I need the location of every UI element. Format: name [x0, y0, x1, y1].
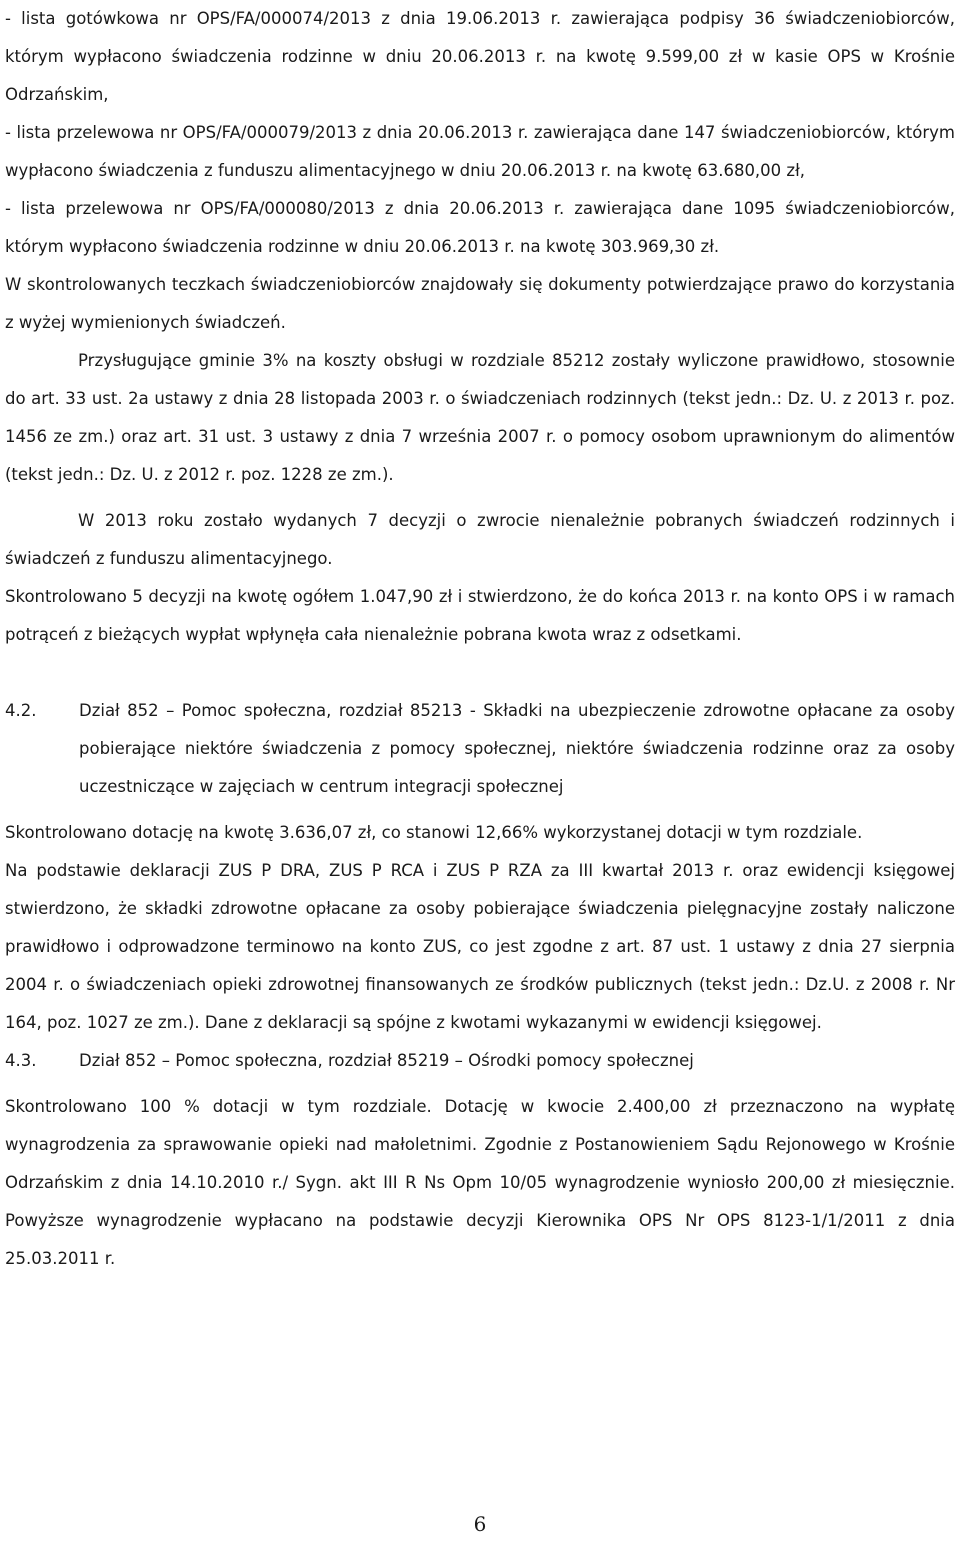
section-title: Dział 852 – Pomoc społeczna, rozdział 85213 - Składki na ubezpieczenie zdrowotne opłacane za osoby pobierające niektóre świadczenia z pomocy społecznej, niektóre świadczenia rodzinne oraz za osoby uczestniczące w zajęciach w centrum integracji społecznej	[79, 701, 955, 796]
document-page	[5, 0, 955, 1278]
paragraph-checked-decisions: Skontrolowano 5 decyzji na kwotę ogółem 1.047,90 zł i stwierdzono, że do końca 2013 r. na konto OPS i w ramach potrąceń z bieżących wypłat wpłynęła cała nienależnie pobrana kwota wraz z odsetkami.	[5, 587, 955, 644]
paragraph-guardian-remuneration: Skontrolowano 100 % dotacji w tym rozdziale. Dotację w kwocie 2.400,00 zł przeznaczono na wypłatę wynagrodzenia za sprawowanie opieki nad małoletnimi. Zgodnie z Postanowieniem Sądu Rejonowego w Krośnie Odrzańskim z dnia 14.10.2010 r./ Sygn. akt III R Ns Opm 10/05 wynagrodzenie wyniosło 200,00 zł miesięcznie. Powyższe wynagrodzenie wypłacano na podstawie decyzji Kierownika OPS Nr OPS 8123-1/1/2011 z dnia 25.03.2011 r.	[5, 1097, 955, 1268]
section-number: 4.2.	[5, 701, 37, 720]
paragraph-grant-checked: Skontrolowano dotację na kwotę 3.636,07 zł, co stanowi 12,66% wykorzystanej dotacji w tym rozdziale.	[5, 823, 863, 842]
paragraph-transfer-list-80: - lista przelewowa nr OPS/FA/000080/2013 z dnia 20.06.2013 r. zawierająca dane 1095 świadczeniobiorców, którym wypłacono świadczenia rodzinne w dniu 20.06.2013 r. na kwotę 303.969,30 zł.	[5, 199, 955, 256]
page-number: 6	[473, 1512, 487, 1536]
paragraph-transfer-list-79: - lista przelewowa nr OPS/FA/000079/2013 z dnia 20.06.2013 r. zawierająca dane 147 świadczeniobiorców, którym wypłacono świadczenia z funduszu alimentacyjnego w dniu 20.06.2013 r. na kwotę 63.680,00 zł,	[5, 123, 955, 180]
section-number: 4.3.	[5, 1051, 37, 1070]
section-heading-4-2	[5, 692, 955, 806]
paragraph-refund-decisions: W 2013 roku zostało wydanych 7 decyzji o zwrocie nienależnie pobranych świadczeń rodzinnych i świadczeń z funduszu alimentacyjnego.	[5, 511, 955, 568]
paragraph-beneficiary-files: W skontrolowanych teczkach świadczeniobiorców znajdowały się dokumenty potwierdzające prawo do korzystania z wyżej wymienionych świadczeń.	[5, 275, 955, 332]
section-title: Dział 852 – Pomoc społeczna, rozdział 85219 – Ośrodki pomocy społecznej	[79, 1051, 694, 1070]
paragraph-service-costs: Przysługujące gminie 3% na koszty obsługi w rozdziale 85212 zostały wyliczone prawidłowo, stosownie do art. 33 ust. 2a ustawy z dnia 28 listopada 2003 r. o świadczeniach rodzinnych (tekst jedn.: Dz. U. z 2013 r. poz. 1456 ze zm.) oraz art. 31 ust. 3 ustawy z dnia 7 września 2007 r. o pomocy osobom uprawnionym do alimentów (tekst jedn.: Dz. U. z 2012 r. poz. 1228 ze zm.).	[5, 351, 955, 484]
paragraph-cash-list: - lista gotówkowa nr OPS/FA/000074/2013 z dnia 19.06.2013 r. zawierająca podpisy 36 świadczeniobiorców, którym wypłacono świadczenia rodzinne w dniu 20.06.2013 r. na kwotę 9.599,00 zł w kasie OPS w Krośnie Odrzańskim,	[5, 9, 955, 104]
paragraph-zus-declarations: Na podstawie deklaracji ZUS P DRA, ZUS P RCA i ZUS P RZA za III kwartał 2013 r. oraz ewidencji księgowej stwierdzono, że składki zdrowotne opłacane za osoby pobierające świadczenia pielęgnacyjne zostały naliczone prawidłowo i odprowadzone terminowo na konto ZUS, co jest zgodne z art. 87 ust. 1 ustawy z dnia 27 sierpnia 2004 r. o świadczeniach opieki zdrowotnej finansowanych ze środków publicznych (tekst jedn.: Dz.U. z 2008 r. Nr 164, poz. 1027 ze zm.). Dane z deklaracji są spójne z kwotami wykazanymi w ewidencji księgowej.	[5, 861, 955, 1032]
section-heading-4-3	[5, 1042, 955, 1080]
